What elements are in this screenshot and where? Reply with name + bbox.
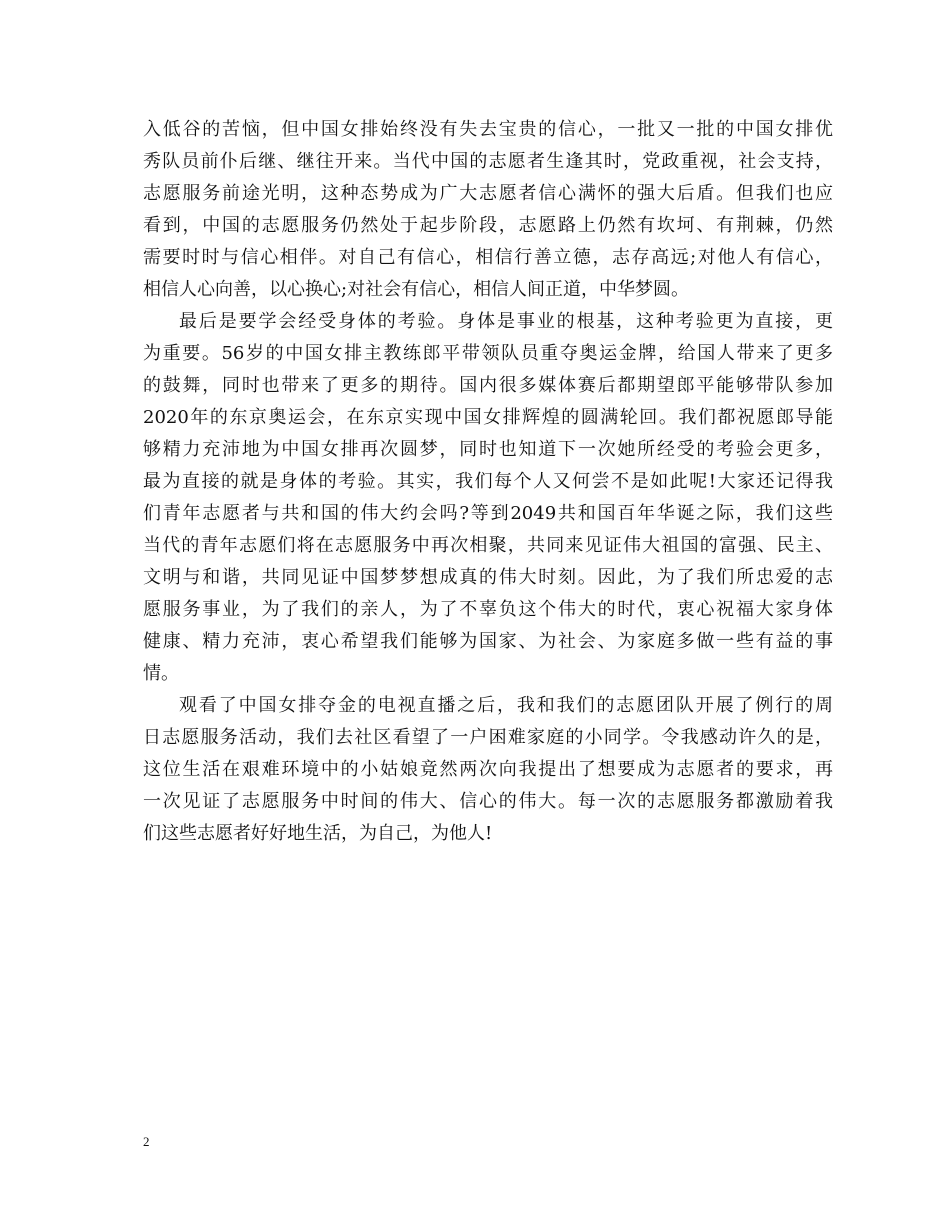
text-line: 健康、精力充沛，衷心希望我们能够为国家、为社会、为家庭多做一些有益的事 (143, 631, 833, 652)
text-line: 当代的青年志愿们将在志愿服务中再次相聚，共同来见证伟大祖国的富强、民主、 (143, 535, 833, 556)
text-line: 日志愿服务活动，我们去社区看望了一户困难家庭的小同学。令我感动许久的是， (143, 727, 833, 748)
body-text (143, 114, 833, 850)
text-line: 2020年的东京奥运会，在东京实现中国女排辉煌的圆满轮回。我们都祝愿郎导能 (143, 407, 833, 428)
text-line: 的鼓舞，同时也带来了更多的期待。国内很多媒体赛后都期望郎平能够带队参加 (143, 375, 833, 396)
text-line: 相信人心向善，以心换心;对社会有信心，相信人间正道，中华梦圆。 (143, 279, 690, 300)
text-line: 文明与和谐，共同见证中国梦梦想成真的伟大时刻。因此，为了我们所忠爱的志 (143, 567, 833, 588)
text-line: 看到，中国的志愿服务仍然处于起步阶段，志愿路上仍然有坎坷、有荆棘，仍然 (143, 215, 833, 236)
text-line: 志愿服务前途光明，这种态势成为广大志愿者信心满怀的强大后盾。但我们也应 (143, 183, 833, 204)
text-line: 观看了中国女排夺金的电视直播之后，我和我们的志愿团队开展了例行的周 (179, 695, 833, 716)
page-number: 2 (143, 1134, 150, 1149)
text-line: 这位生活在艰难环境中的小姑娘竟然两次向我提出了想要成为志愿者的要求，再 (143, 759, 833, 780)
text-line: 入低谷的苦恼，但中国女排始终没有失去宝贵的信心，一批又一批的中国女排优 (143, 119, 833, 140)
text-line: 秀队员前仆后继、继往开来。当代中国的志愿者生逢其时，党政重视，社会支持， (143, 151, 833, 172)
text-line: 够精力充沛地为中国女排再次圆梦，同时也知道下一次她所经受的考验会更多， (143, 439, 833, 460)
paragraph-3 (143, 690, 833, 850)
text-line: 最为直接的就是身体的考验。其实，我们每个人又何尝不是如此呢!大家还记得我 (143, 471, 833, 492)
paragraph-2 (143, 306, 833, 690)
text-line: 们这些志愿者好好地生活，为自己，为他人! (143, 823, 493, 844)
text-line: 需要时时与信心相伴。对自己有信心，相信行善立德，志存高远;对他人有信心， (143, 247, 833, 268)
text-line: 愿服务事业，为了我们的亲人，为了不辜负这个伟大的时代，衷心祝福大家身体 (143, 599, 833, 620)
text-line: 们青年志愿者与共和国的伟大约会吗?等到2049共和国百年华诞之际，我们这些 (143, 503, 833, 524)
paragraph-1 (143, 114, 833, 306)
text-line: 一次见证了志愿服务中时间的伟大、信心的伟大。每一次的志愿服务都激励着我 (143, 791, 833, 812)
text-line: 为重要。56岁的中国女排主教练郎平带领队员重夺奥运金牌，给国人带来了更多 (143, 343, 833, 364)
text-line: 情。 (143, 663, 179, 684)
text-line: 最后是要学会经受身体的考验。身体是事业的根基，这种考验更为直接，更 (179, 311, 833, 332)
